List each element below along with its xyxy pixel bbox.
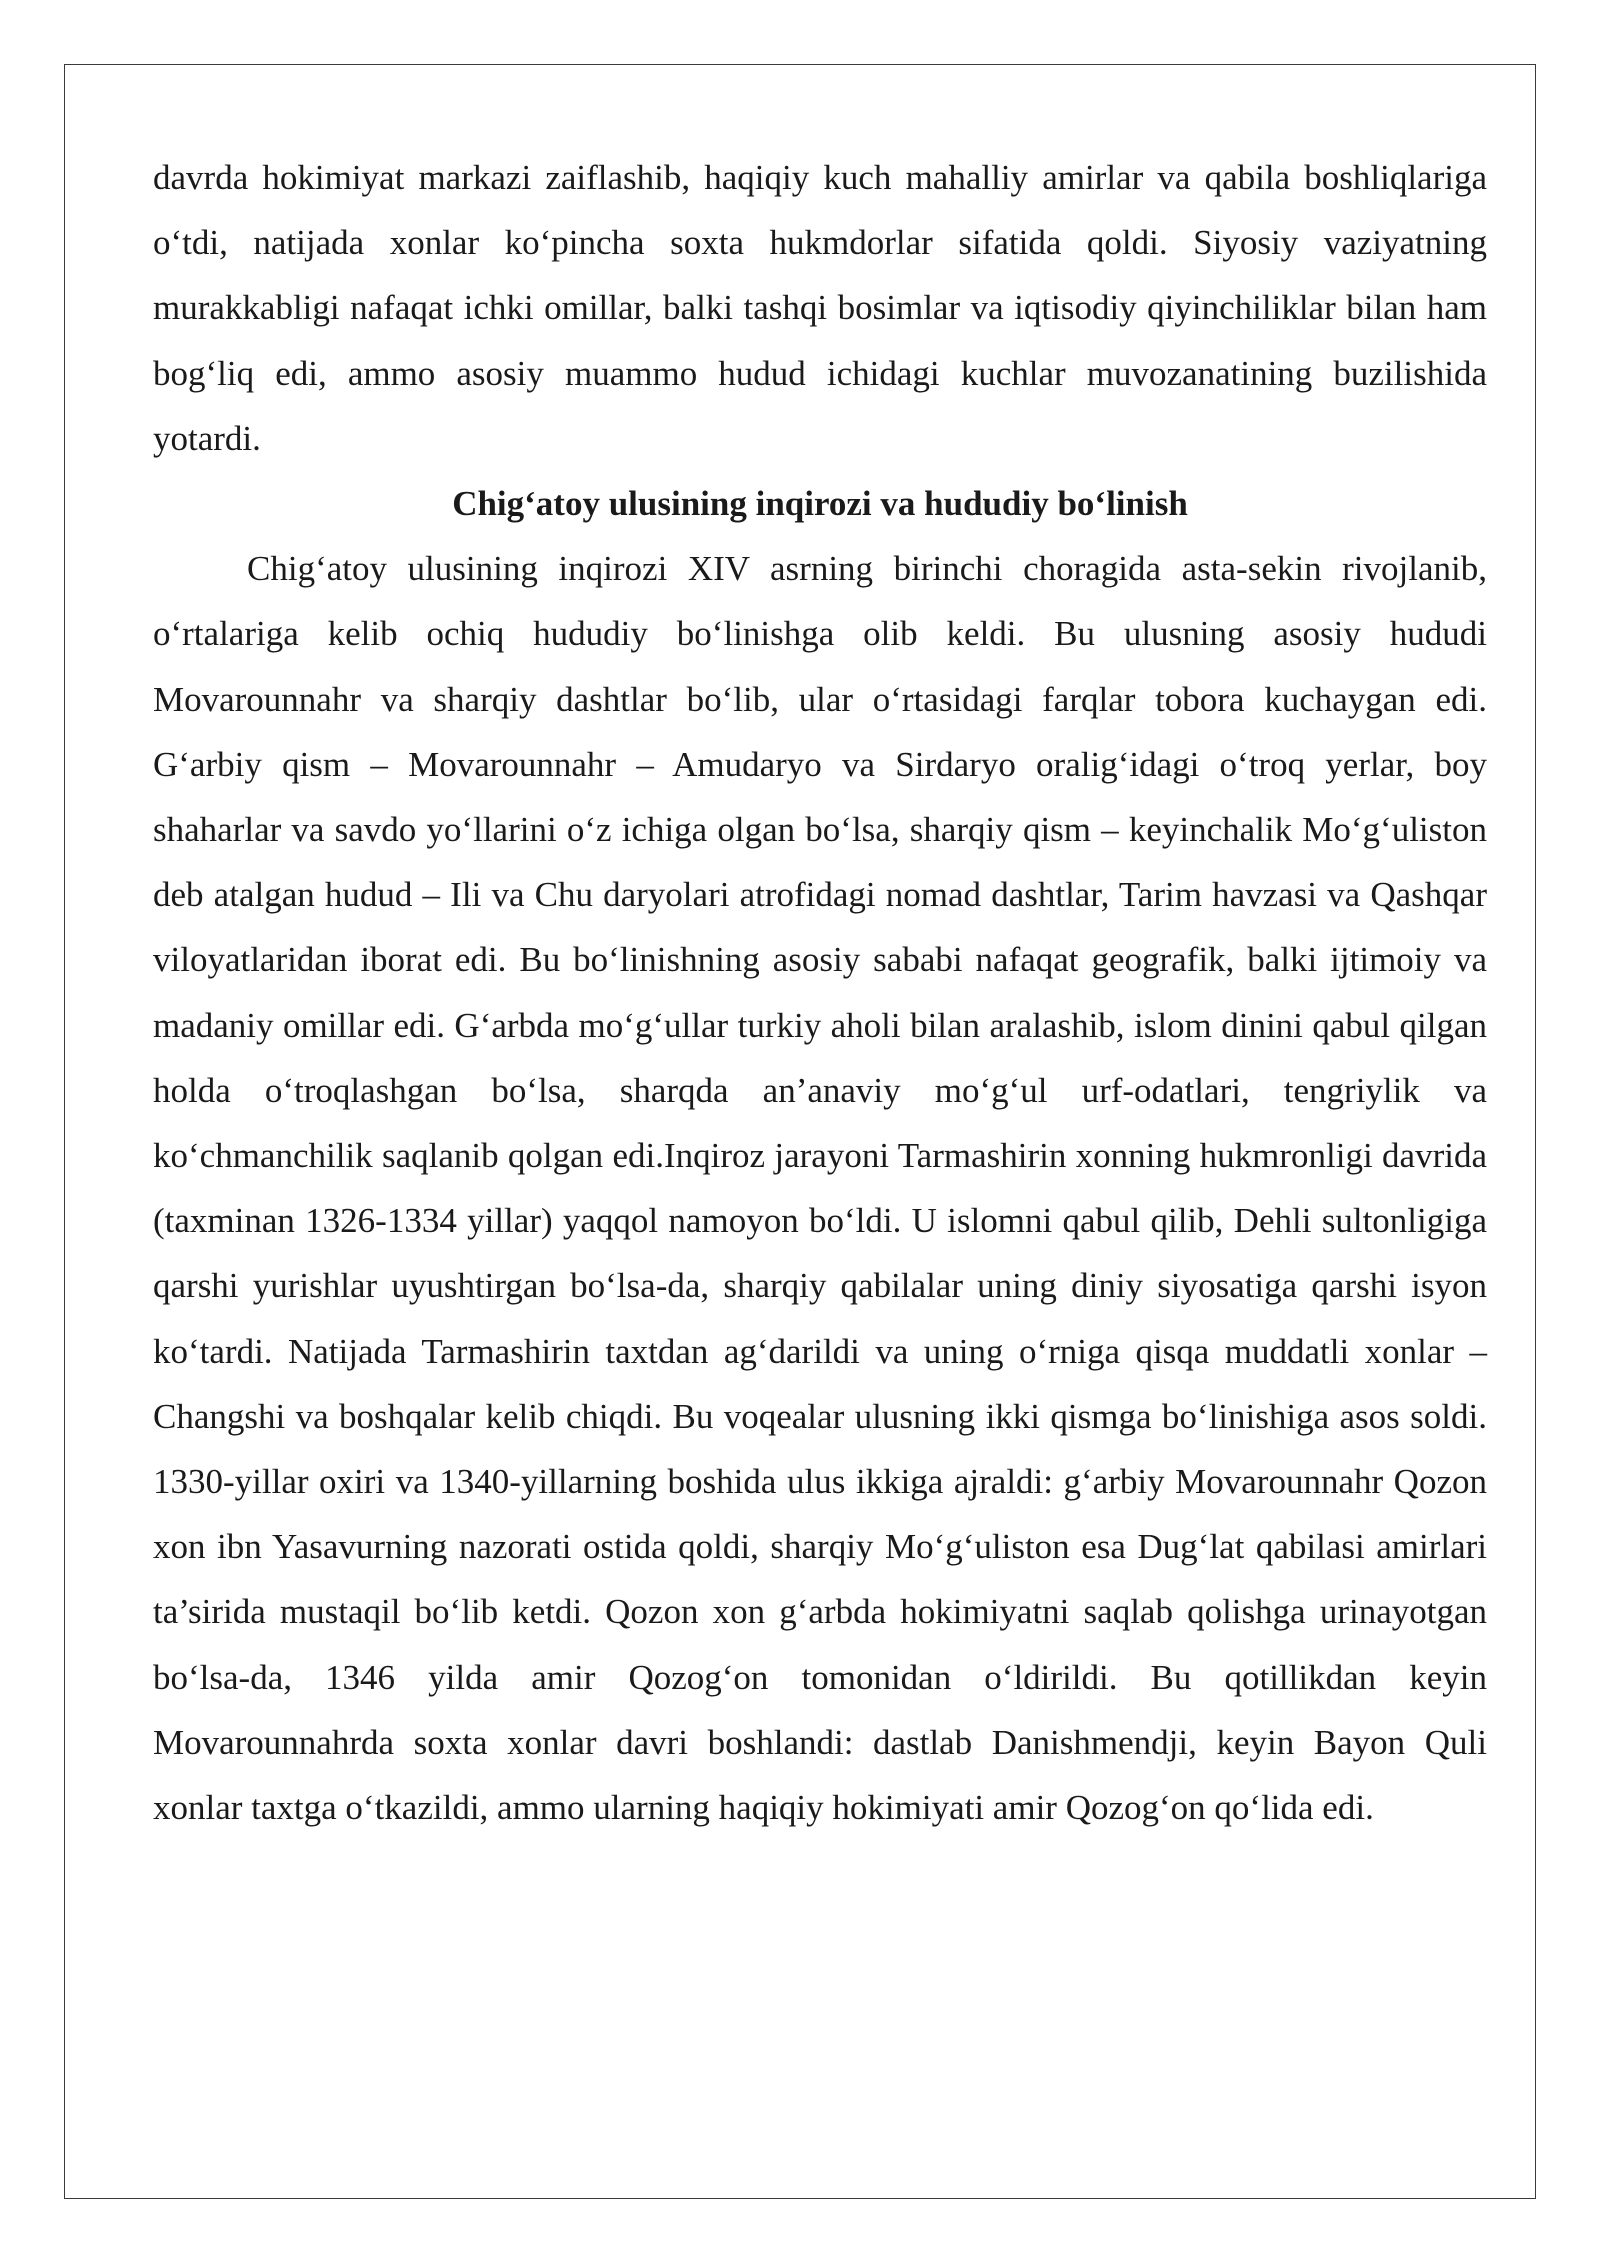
paragraph-continued: davrda hokimiyat markazi zaiflashib, haqiqiy kuch mahalliy amirlar va qabila boshliqlariga o‘tdi, natijada xonlar ko‘pincha soxta hukmdorlar sifatida qoldi. Siyosiy vaziyatning murakkabligi nafaqat ichki omillar, balki tashqi bosimlar va iqtisodiy qiyinchiliklar bilan ham bog‘liq edi, ammo asosiy muammo hudud ichidagi kuchlar muvozanatining buzilishida yotardi. [153, 158, 1487, 458]
paragraph-section-body: Chig‘atoy ulusining inqirozi XIV asrning birinchi choragida asta-sekin rivojlanib, o‘rtalariga kelib ochiq hududiy bo‘linishga olib keldi. Bu ulusning asosiy hududi Movarounnahr va sharqiy dashtlar bo‘lib, ular o‘rtasidagi farqlar tobora kuchaygan edi. G‘arbiy qism – Movarounnahr – Amudaryo va Sirdaryo oralig‘idagi o‘troq yerlar, boy shaharlar va savdo yo‘llarini o‘z ichiga olgan bo‘lsa, sharqiy qism – keyinchalik Mo‘g‘uliston deb atalgan hudud – Ili va Chu daryolari atrofidagi nomad dashtlar, Tarim havzasi va Qashqar viloyatlaridan iborat edi. Bu bo‘linishning asosiy sababi nafaqat geografik, balki ijtimoiy va madaniy omillar edi. G‘arbda mo‘g‘ullar turkiy aholi bilan aralashib, islom dinini qabul qilgan holda o‘troqlashgan bo‘lsa, sharqda an’anaviy mo‘g‘ul urf-odatlari, tengriylik va ko‘chmanchilik saqlanib qolgan edi.Inqiroz jarayoni Tarmashirin xonning hukmronligi davrida (taxminan 1326-1334 yillar) yaqqol namoyon bo‘ldi. U islomni qabul qilib, Dehli sultonligiga qarshi yurishlar uyushtirgan bo‘lsa-da, sharqiy qabilalar uning diniy siyosatiga qarshi isyon ko‘tardi. Natijada Tarmashirin taxtdan ag‘darildi va uning o‘rniga qisqa muddatli xonlar – Changshi va boshqalar kelib chiqdi. Bu voqealar ulusning ikki qismga bo‘linishiga asos soldi. 1330-yillar oxiri va 1340-yillarning boshida ulus ikkiga ajraldi: g‘arbiy Movarounnahr Qozon xon ibn Yasavurning nazorati ostida qoldi, sharqiy Mo‘g‘uliston esa Dug‘lat qabilasi amirlari ta’sirida mustaqil bo‘lib ketdi. Qozon xon g‘arbda hokimiyatni saqlab qolishga urinayotgan bo‘lsa-da, 1346 yilda amir Qozog‘on tomonidan o‘ldirildi. Bu qotillikdan keyin Movarounnahrda soxta xonlar davri boshlandi: dastlab Danishmendji, keyin Bayon Quli xonlar taxtga o‘tkazildi, ammo ularning haqiqiy hokimiyati amir Qozog‘on qo‘lida edi. [153, 549, 1487, 1828]
section-heading: Chig‘atoy ulusining inqirozi va hududiy bo‘linish [452, 484, 1188, 524]
document-body [153, 145, 1487, 1840]
